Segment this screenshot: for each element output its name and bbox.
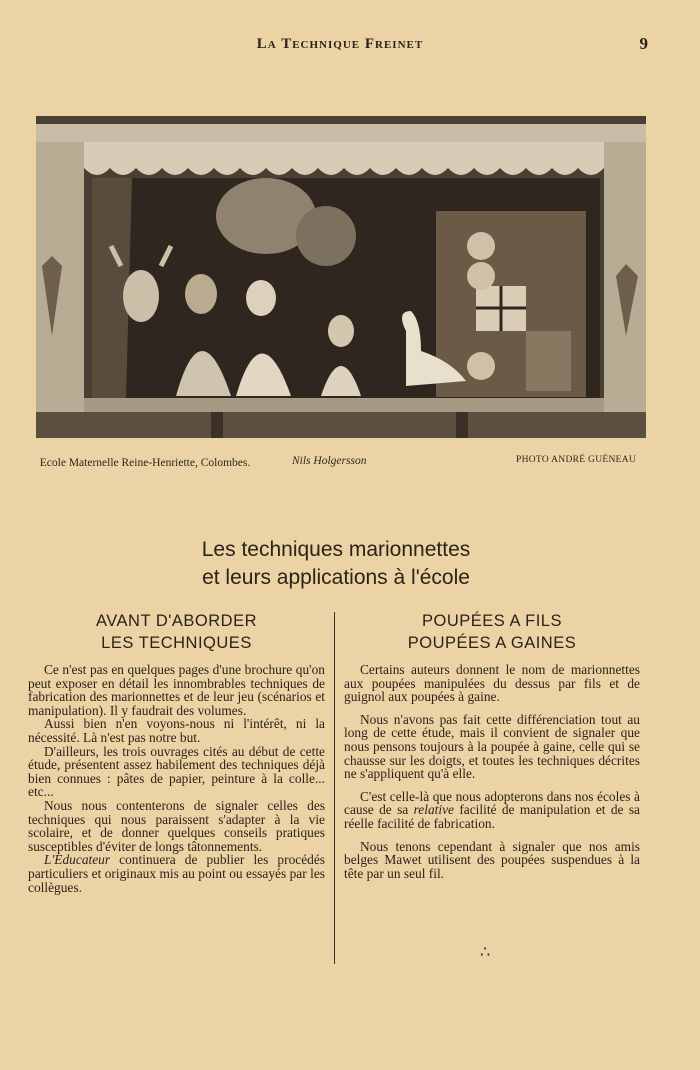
- paragraph: Nous tenons cependant à signaler que nos amis belges Mawet utilisent des poupées suspendues à la tête par un seul fil.: [344, 838, 640, 881]
- left-heading-line-2: LES TECHNIQUES: [101, 634, 252, 652]
- photo-caption-title: Nils Holgersson: [292, 455, 367, 467]
- right-column-heading: [344, 610, 640, 654]
- right-column: [344, 610, 640, 880]
- puppet-theatre-photo: [36, 116, 646, 438]
- paragraph-educateur: [28, 853, 325, 894]
- paragraph: D'ailleurs, les trois ouvrages cités au début de cette étude, présentent assez habilement des techniques déjà bien connues : pâtes de papier, peinture à la colle... etc...: [28, 743, 325, 800]
- puppet-stage-illustration: [36, 116, 646, 438]
- paragraph: [344, 790, 640, 831]
- article-title-line-1: Les techniques marionnettes: [201, 538, 471, 561]
- right-heading-line-1: POUPÉES A FILS: [422, 612, 562, 630]
- paragraph: Nous n'avons pas fait cette différenciation tout au long de cette étude, mais il convient de signaler que nous pensons toujours à la poupée à gaine, celle qui se chausse sur les doigts, et toutes les techniques décrites ne s'appliquent qu'à elle.: [344, 711, 640, 782]
- left-heading-line-1: AVANT D'ABORDER: [95, 612, 257, 630]
- paragraph-text: C'est celle-là que nous adopterons dans nos écoles à cause de sa: [344, 788, 640, 818]
- emphasis-relative: relative: [413, 802, 454, 818]
- running-head: La Technique Freinet: [256, 36, 424, 52]
- left-column-heading: [28, 610, 325, 654]
- page-number: 9: [639, 34, 648, 53]
- end-of-article-mark: ∴: [480, 944, 491, 961]
- paragraph: Certains auteurs donnent le nom de marionnettes aux poupées manipulées du dessus par fils et de guignol aux poupées à gaine.: [344, 662, 640, 705]
- article-title: [0, 536, 672, 592]
- left-column: [28, 610, 325, 894]
- paragraph: Aussi bien n'en voyons-nous ni l'intérêt, ni la nécessité. Là n'est pas notre but.: [28, 716, 325, 745]
- paragraph-text: continuera de publier les procédés particuliers et originaux mis au point ou essayés par les collègues.: [28, 852, 325, 895]
- paragraph-text: facilité de manipulation et de sa réelle facilité de fabrication.: [344, 802, 640, 831]
- photo-credit: PHOTO ANDRÉ GUÉNEAU: [516, 455, 637, 465]
- photo-caption-school: Ecole Maternelle Reine-Henriette, Colombes.: [39, 457, 251, 469]
- journal-name-italic: L'Educateur: [44, 852, 111, 868]
- article-title-line-2: et leurs applications à l'école: [202, 566, 470, 589]
- column-divider: [334, 612, 335, 964]
- paragraph: Ce n'est pas en quelques pages d'une brochure qu'on peut exposer en détail les innombrables techniques de fabrication des marionnettes et de leur jeu (scénarios et manipulation). Il y faudrait des volumes.: [28, 662, 325, 718]
- right-heading-line-2: POUPÉES A GAINES: [407, 634, 577, 652]
- paragraph: Nous nous contenterons de signaler celles des techniques qui nous paraissent s'adapter à la vie scolaire, et de donner quelques conseils pratiques susceptibles d'éviter de longs tâtonnements.: [28, 797, 325, 854]
